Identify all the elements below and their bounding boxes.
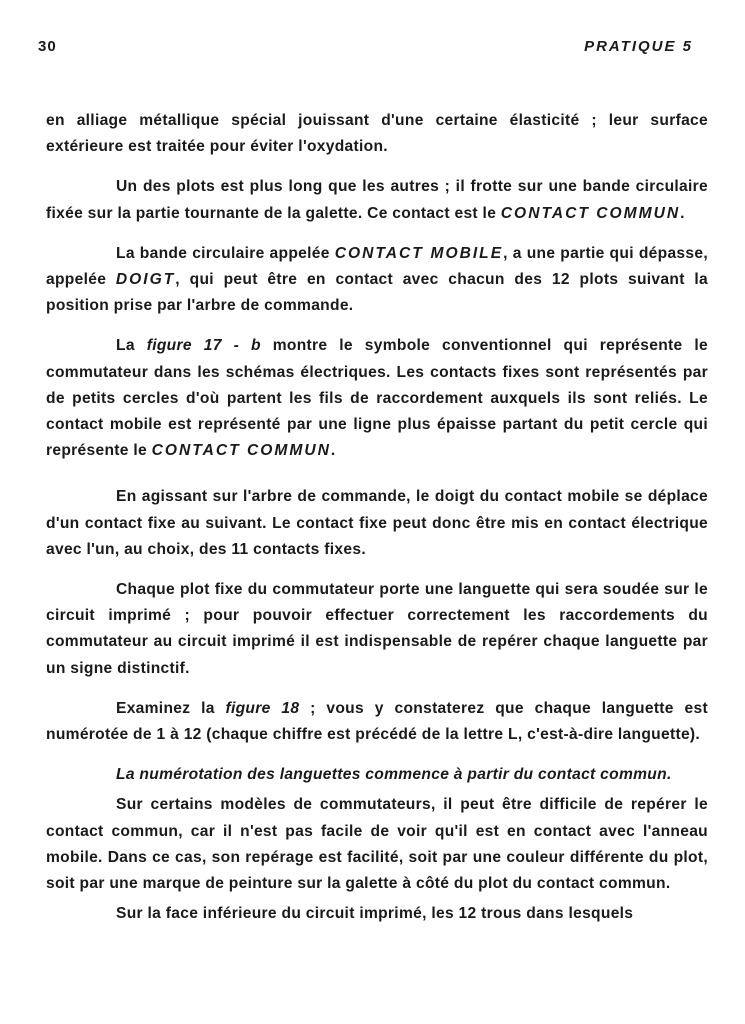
running-title: PRATIQUE 5 xyxy=(584,38,693,55)
term-contact-commun: CONTACT COMMUN xyxy=(500,204,681,222)
paragraph-8: La numérotation des languettes commence à partir du contact commun. xyxy=(116,766,672,784)
paragraph-7: Examinez la figure 18 ; vous y constaterez que chaque languette est numérotée de 1 à 12 (chaque chiffre est précédé de la lettre L, c'est-à-dire languette). xyxy=(46,699,708,744)
page-number: 30 xyxy=(38,38,57,55)
paragraph-1: en alliage métallique spécial jouissant d'une certaine élasticité ; leur surface extérieure est traitée pour éviter l'oxydation. xyxy=(46,112,708,156)
paragraph-10: Sur la face inférieure du circuit imprimé, les 12 trous dans lesquels xyxy=(116,905,634,923)
term-doigt: DOIGT xyxy=(115,271,176,289)
paragraph-4: La figure 17 - b montre le symbole conventionnel qui représente le commutateur dans les schémas électriques. Les contacts fixes sont représentés par de petits cercles d'où partent les fils de raccordement auxquels ils sont reliés. Le contact mobile est représenté par une ligne plus épaisse partant du petit cercle qui représente le CONTACT COMMUN. xyxy=(46,337,708,460)
paragraph-2: Un des plots est plus long que les autres ; il frotte sur une bande circulaire fixée sur la partie tournante de la galette. Ce contact est le CONTACT COMMUN. xyxy=(46,178,708,222)
term-contact-commun-2: CONTACT COMMUN xyxy=(151,442,331,460)
term-contact-mobile: CONTACT MOBILE xyxy=(334,244,504,262)
paragraph-9: Sur certains modèles de commutateurs, il peut être difficile de repérer le contact commun, car il n'est pas facile de voir qu'il est en contact avec l'anneau mobile. Dans ce cas, son repérage est facilité, soit par une couleur différente du plot, soit par une marque de peinture sur la galette à côté du plot du contact commun. xyxy=(46,796,708,893)
paragraph-6: Chaque plot fixe du commutateur porte une languette qui sera soudée sur le circuit imprimé ; pour pouvoir effectuer correctement les raccordements du commutateur au circuit imprimé il est indispensable de repérer chaque languette par un signe distinctif. xyxy=(46,581,708,677)
figure-ref-18: figure 18 xyxy=(225,699,300,717)
page-header xyxy=(38,38,693,60)
paragraph-3: La bande circulaire appelée CONTACT MOBILE, a une partie qui dépasse, appelée DOIGT, qui peut être en contact avec chacun des 12 plots suivant la position prise par l'arbre de commande. xyxy=(46,244,708,315)
paragraph-5: En agissant sur l'arbre de commande, le doigt du contact mobile se déplace d'un contact fixe au suivant. Le contact fixe peut donc être mis en contact électrique avec l'un, au choix, des 11 contacts fixes. xyxy=(46,488,708,558)
figure-ref-17b: figure 17 - b xyxy=(146,337,261,355)
page-body xyxy=(46,108,708,941)
